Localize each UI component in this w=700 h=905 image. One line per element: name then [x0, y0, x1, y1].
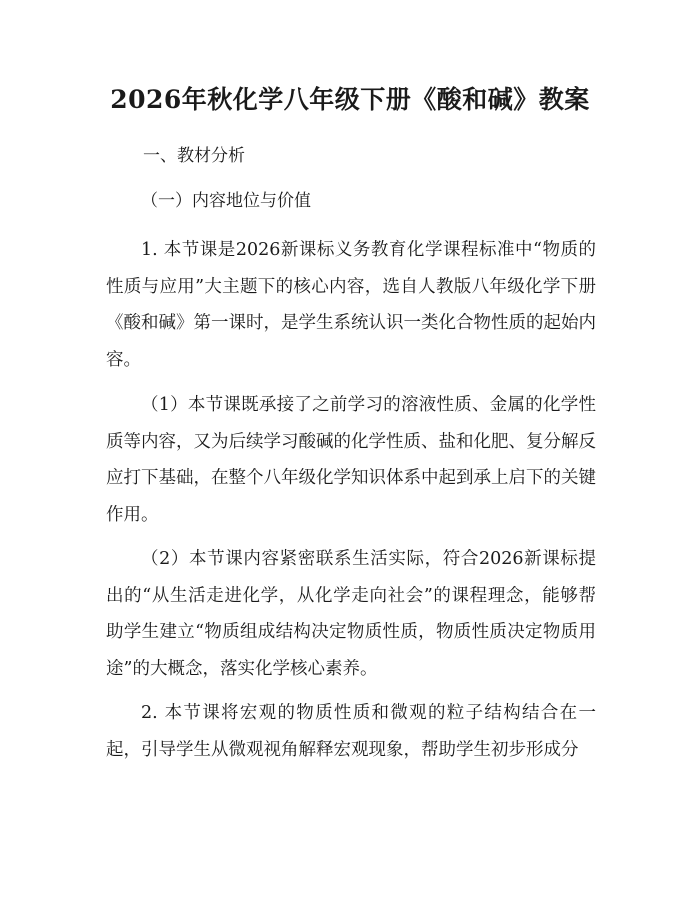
paragraph: （2）本节课内容紧密联系生活实际，符合2026新课标提出的“从生活走进化学，从化学走向社会”的课程理念，能够帮助学生建立“物质组成结构决定物质性质，物质性质决定物质用途”的大概念，落实化学核心素养。	[106, 549, 596, 679]
paragraph: 2. 本节课将宏观的物质性质和微观的粒子结构结合在一起，引导学生从微观视角解释宏观现象，帮助学生初步形成分	[106, 703, 596, 760]
section-heading: 一、教材分析	[143, 146, 245, 166]
subsection-heading: （一）内容地位与价值	[141, 191, 311, 211]
paragraph: 1. 本节课是2026新课标义务教育化学课程标准中“物质的性质与应用”大主题下的核心内容，选自人教版八年级化学下册《酸和碱》第一课时，是学生系统认识一类化合物性质的起始内容。	[106, 240, 596, 370]
document-title: 2026年秋化学八年级下册《酸和碱》教案	[110, 85, 590, 114]
paragraph: （1）本节课既承接了之前学习的溶液性质、金属的化学性质等内容，又为后续学习酸碱的化学性质、盐和化肥、复分解反应打下基础，在整个八年级化学知识体系中起到承上启下的关键作用。	[106, 395, 596, 525]
